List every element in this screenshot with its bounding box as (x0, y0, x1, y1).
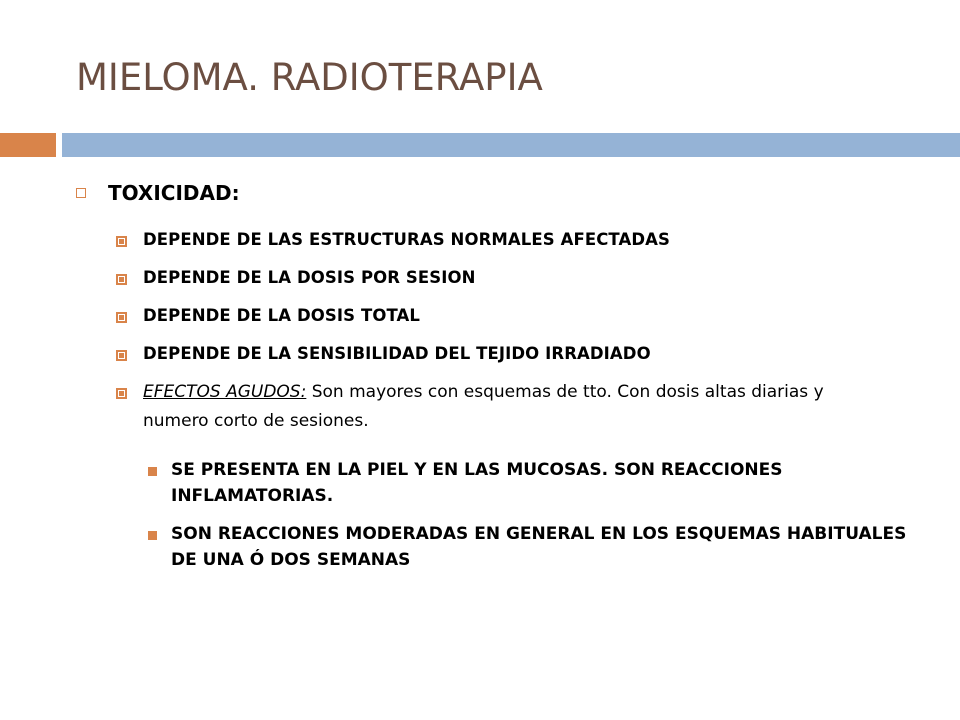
list-item (148, 457, 928, 509)
toxicity-heading: TOXICIDAD: (108, 181, 240, 205)
acute-effects-sublist (148, 457, 928, 585)
square-bullet-icon (116, 350, 127, 361)
bullet-text: DEPENDE DE LA SENSIBILIDAD DEL TEJIDO IRRADIADO (143, 344, 651, 363)
acute-effects-description: Son mayores con esquemas de tto. Con dosis altas diarias y numero corto de sesiones. (143, 382, 824, 431)
toxicity-factors-list (116, 226, 896, 446)
list-item (116, 264, 896, 292)
list-item (148, 521, 928, 573)
filled-square-bullet-icon (148, 467, 157, 476)
list-item (116, 302, 896, 330)
title-accent-bar-blue (62, 133, 960, 157)
square-bullet-icon (116, 312, 127, 323)
square-bullet-icon (116, 236, 127, 247)
sub-bullet-text: SE PRESENTA EN LA PIEL Y EN LAS MUCOSAS. SON REACCIONES INFLAMATORIAS. (171, 460, 783, 506)
acute-effects-label: EFECTOS AGUDOS: (143, 382, 307, 402)
bullet-text: DEPENDE DE LA DOSIS TOTAL (143, 306, 421, 325)
toxicity-heading-row (76, 178, 916, 208)
filled-square-bullet-icon (148, 531, 157, 540)
list-item (116, 340, 896, 368)
list-item-acute-effects (116, 378, 896, 436)
square-bullet-icon (116, 274, 127, 285)
bullet-text: DEPENDE DE LAS ESTRUCTURAS NORMALES AFECTADAS (143, 230, 671, 249)
title-accent-bar-orange (0, 133, 56, 157)
bullet-text: DEPENDE DE LA DOSIS POR SESION (143, 268, 476, 287)
slide-title: MIELOMA. RADIOTERAPIA (76, 56, 543, 99)
list-item (116, 226, 896, 254)
sub-bullet-text: SON REACCIONES MODERADAS EN GENERAL EN LOS ESQUEMAS HABITUALES DE UNA Ó DOS SEMANAS (171, 524, 907, 570)
square-bullet-icon (116, 388, 127, 399)
hollow-square-bullet-icon (76, 188, 86, 198)
toxicity-heading-block (76, 178, 916, 208)
acute-effects-text (143, 378, 883, 436)
